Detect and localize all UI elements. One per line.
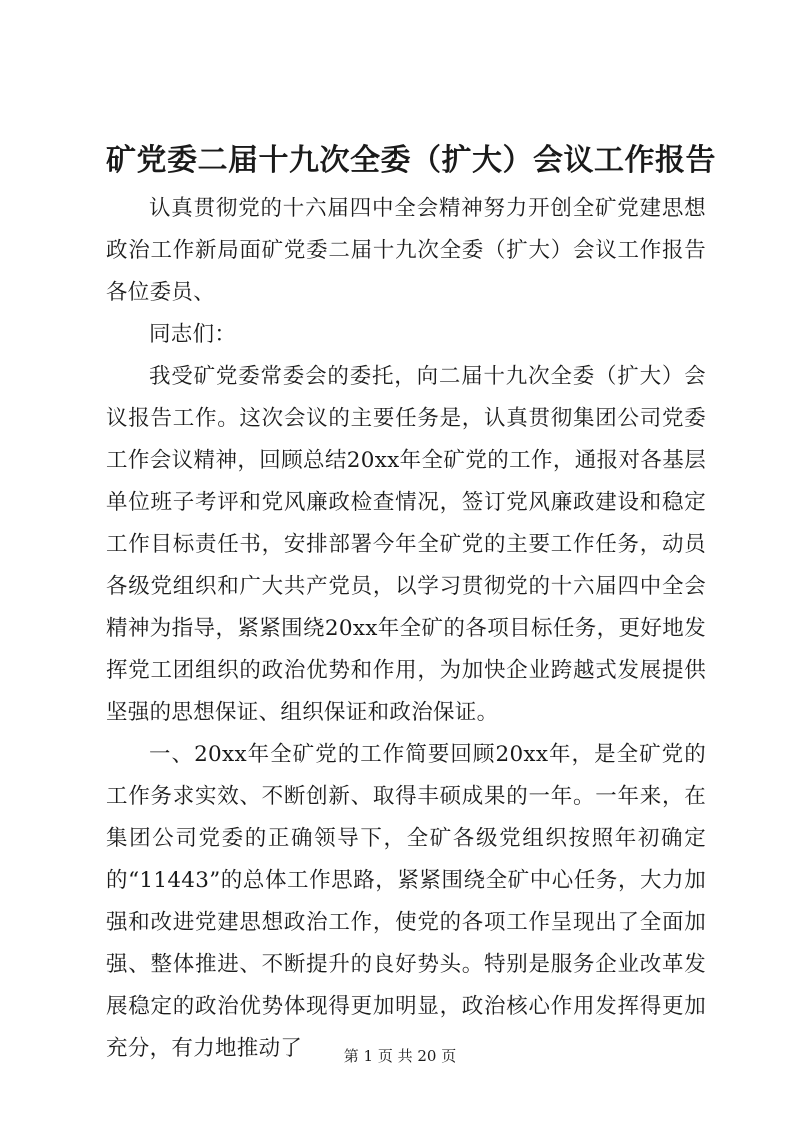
paragraph: 同志们：	[149, 322, 237, 347]
document-body	[106, 188, 706, 1070]
page-number-label: 第 1 页 共 20 页	[343, 1047, 457, 1065]
paragraph: 认真贯彻党的十六届四中全会精神努力开创全矿党建思想政治工作新局面矿党委二届十九次全委（扩大）会议工作报告各位委员、	[106, 196, 706, 305]
paragraph: 一、20xx年全矿党的工作简要回顾20xx年，是全矿党的工作务求实效、不断创新、取得丰硕成果的一年。一年来，在集团公司党委的正确领导下，全矿各级党组织按照年初确定的“11443”的总体工作思路，紧紧围绕全矿中心任务，大力加强和改进党建思想政治工作，使党的各项工作呈现出了全面加强、整体推进、不断提升的良好势头。特别是服务企业改革发展稳定的政治优势体现得更加明显，政治核心作用发挥得更加充分，有力地推动了	[106, 742, 706, 1061]
paragraph: 我受矿党委常委会的委托，向二届十九次全委（扩大）会议报告工作。这次会议的主要任务是，认真贯彻集团公司党委工作会议精神，回顾总结20xx年全矿党的工作，通报对各基层单位班子考评和党风廉政检查情况，签订党风廉政建设和稳定工作目标责任书，安排部署今年全矿党的主要工作任务，动员各级党组织和广大共产党员，以学习贯彻党的十六届四中全会精神为指导，紧紧围绕20xx年全矿的各项目标任务，更好地发挥党工团组织的政治优势和作用，为加快企业跨越式发展提供坚强的思想保证、组织保证和政治保证。	[106, 364, 706, 725]
document-title: 矿党委二届十九次全委（扩大）会议工作报告	[106, 143, 716, 178]
page-footer	[0, 1046, 800, 1066]
